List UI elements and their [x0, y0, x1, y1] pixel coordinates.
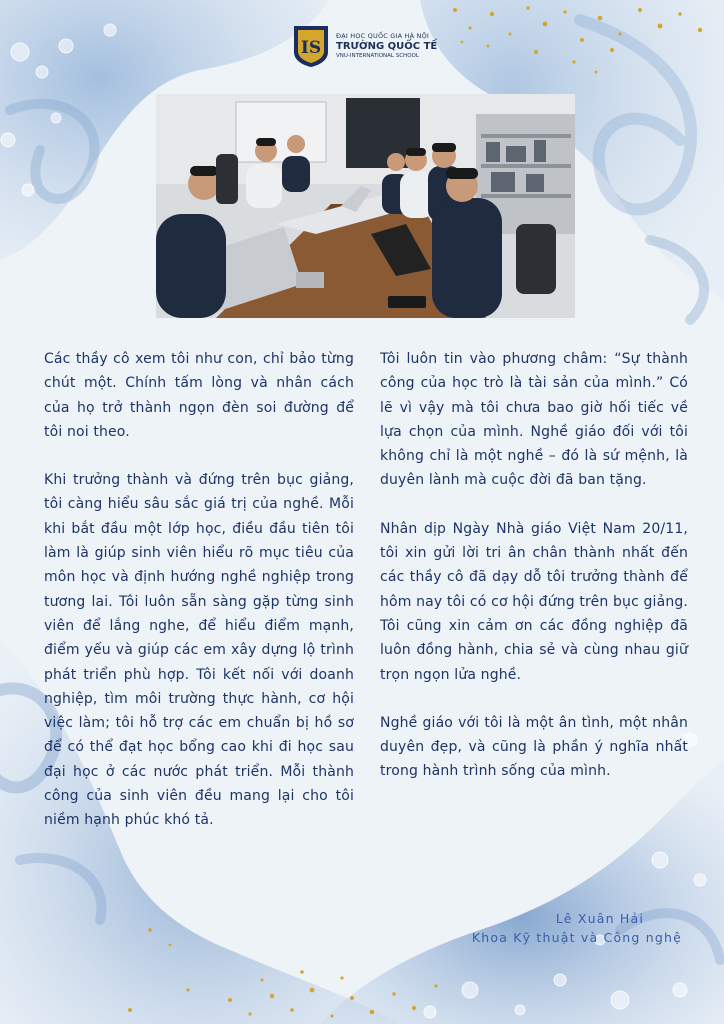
author-department: Khoa Kỹ thuật và Công nghệ [471, 930, 682, 945]
shield-crest-icon [292, 24, 330, 68]
author-name: Lê Xuân Hải [555, 911, 644, 926]
paragraph: Tôi luôn tin vào phương châm: “Sự thành công của học trò là tài sản của mình.” Có lẽ vì vậy mà tôi chưa bao giờ hối tiếc về lựa chọn của mình. Nghề giáo đối với tôi không chỉ là một nghề – đó là sứ mệnh, là duyên lành mà cuộc đời đã ban tặng. [380, 351, 688, 489]
left-text-column [44, 347, 354, 857]
paragraph: Nhân dịp Ngày Nhà giáo Việt Nam 20/11, tôi xin gửi lời tri ân chân thành nhất đến các thầy cô đã dạy dỗ tôi trưởng thành để hôm nay tôi có cơ hội đứng trên bục giảng. Tôi cũng xin cảm ơn các đồng nghiệp đã luôn đồng hành, chia sẻ và cùng nhau giữ trọn ngọn lửa nghề. [380, 520, 688, 683]
logo-school-english-name: VNU-INTERNATIONAL SCHOOL [336, 53, 419, 60]
right-text-column [380, 347, 688, 808]
logo-school-name: TRƯỜNG QUỐC TẾ [336, 41, 438, 53]
svg-text:IS: IS [300, 38, 322, 58]
paragraph: Nghề giáo với tôi là một ân tình, một nhân duyên đẹp, và cũng là phần ý nghĩa nhất trong hành trình sống của mình. [380, 714, 688, 780]
paragraph: Khi trưởng thành và đứng trên bục giảng, tôi càng hiểu sâu sắc giá trị của nghề. Mỗi khi bắt đầu một lớp học, điều đầu tiên tôi làm là giúp sinh viên hiểu rõ mục tiêu của môn học và định hướng nghề nghiệp trong tương lai. Tôi luôn sẵn sàng gặp từng sinh viên để lắng nghe, để hiểu điểm mạnh, điểm yếu và giúp các em xây dựng lộ trình phát triển phù hợp. Tôi kết nối với doanh nghiệp, tìm môi trường thực hành, cơ hội việc làm; tôi hỗ trợ các em chuẩn bị hồ sơ để có thể đạt học bổng cao khi đi học sau đại học ở các nước phát triển. Mỗi thành công của sinh viên đều mang lại cho tôi niềm hạnh phúc khó tả. [44, 472, 354, 829]
logo-university-name: ĐẠI HỌC QUỐC GIA HÀ NỘI [336, 31, 430, 40]
school-logo [292, 24, 442, 68]
lab-group-photo [156, 94, 575, 318]
paragraph: Các thầy cô xem tôi như con, chỉ bảo từng chút một. Chính tấm lòng và nhân cách của họ trở thành ngọn đèn soi đường để tôi noi theo. [44, 351, 354, 440]
